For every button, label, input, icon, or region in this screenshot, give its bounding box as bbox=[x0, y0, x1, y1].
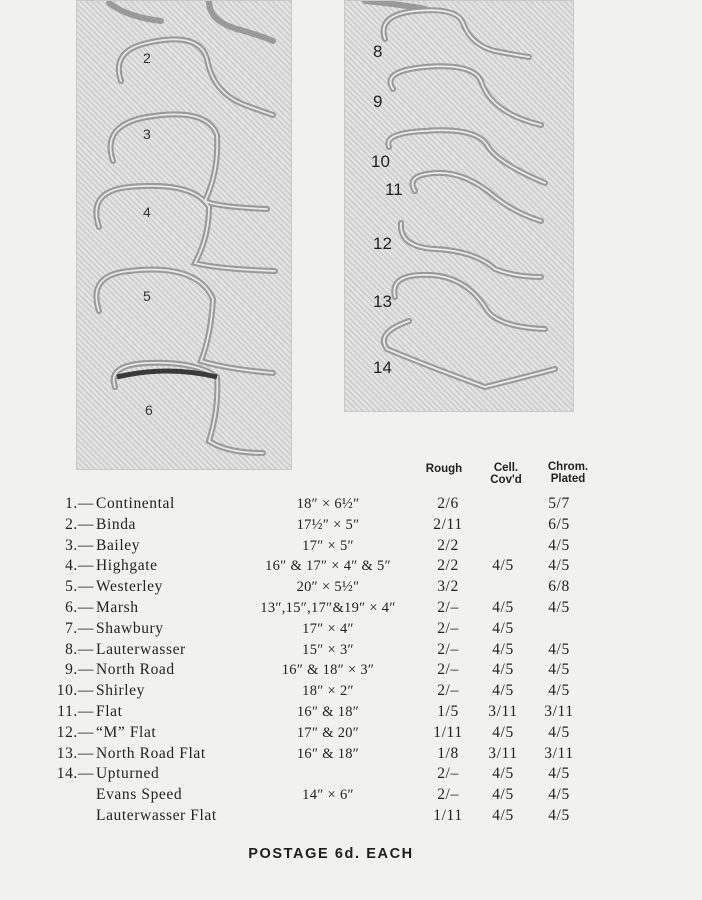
cell-cell: 4/5 bbox=[492, 765, 514, 783]
cell-chrom: 4/5 bbox=[548, 723, 570, 741]
bar-number: 13 bbox=[373, 292, 392, 311]
cell-rough: 3/2 bbox=[437, 578, 459, 596]
cell-no: 10.— bbox=[56, 682, 94, 700]
bar-number: 14 bbox=[373, 358, 392, 377]
cell-cell: 4/5 bbox=[492, 723, 514, 741]
cell-cell: 4/5 bbox=[492, 807, 514, 824]
cell-size: 16″ & 18″ × 3″ bbox=[281, 662, 375, 679]
cell-size: 16″ & 17″ × 4″ & 5″ bbox=[265, 558, 391, 575]
cell-rough: 1/5 bbox=[437, 703, 459, 720]
cell-size: 17½″ × 5″ bbox=[296, 516, 360, 533]
cell-rough: 2/– bbox=[437, 661, 459, 679]
cell-chrom: 4/5 bbox=[548, 807, 570, 824]
cell-chrom: 4/5 bbox=[548, 765, 570, 783]
cell-rough: 1/11 bbox=[433, 807, 463, 824]
cell-name: Continental bbox=[96, 495, 175, 512]
bar-number: 2 bbox=[143, 50, 151, 66]
cell-no: 4.— bbox=[65, 557, 94, 575]
cell-rough: 2/– bbox=[437, 682, 459, 700]
cell-name: Highgate bbox=[96, 557, 158, 575]
cell-size: 16″ & 18″ bbox=[296, 704, 360, 720]
cell-size: 17″ & 20″ bbox=[296, 724, 360, 741]
postage-note: POSTAGE 6d. EACH bbox=[248, 846, 414, 862]
cell-size: 20″ × 5½″ bbox=[296, 579, 360, 596]
cell-rough: 2/6 bbox=[437, 495, 459, 512]
handlebars-1-6-illustration bbox=[77, 1, 291, 469]
cell-rough: 2/– bbox=[437, 786, 459, 804]
cell-no: 14.— bbox=[56, 765, 94, 783]
cell-rough: 2/– bbox=[437, 619, 459, 637]
cell-size: 17″ × 4″ bbox=[302, 620, 354, 637]
cell-no: 9.— bbox=[65, 661, 94, 679]
cell-name: Lauterwasser Flat bbox=[96, 807, 217, 824]
bar-number: 10 bbox=[371, 152, 390, 171]
bar-number: 6 bbox=[145, 402, 153, 418]
cell-cell: 4/5 bbox=[492, 599, 514, 616]
cell-cell: 4/5 bbox=[492, 661, 514, 679]
cell-chrom: 4/5 bbox=[548, 599, 570, 616]
cell-cell: 4/5 bbox=[492, 619, 514, 637]
cell-name: “M” Flat bbox=[96, 723, 157, 741]
cell-no: 5.— bbox=[65, 578, 94, 596]
cell-rough: 2/2 bbox=[437, 557, 459, 575]
cell-cell: 4/5 bbox=[492, 557, 514, 575]
cell-rough: 2/– bbox=[437, 599, 459, 616]
cell-name: Lauterwasser bbox=[96, 640, 186, 658]
cell-no: 3.— bbox=[65, 536, 94, 554]
cell-no: 8.— bbox=[65, 640, 94, 658]
cell-chrom: 4/5 bbox=[548, 661, 570, 679]
cell-size: 13″,15″,17″&19″ × 4″ bbox=[260, 600, 396, 616]
cell-name: Binda bbox=[96, 515, 137, 533]
cell-chrom: 6/5 bbox=[548, 515, 570, 533]
header-rough: Rough bbox=[425, 463, 463, 475]
bar-number: 3 bbox=[143, 126, 151, 142]
cell-size: 18″ × 6½″ bbox=[296, 496, 360, 512]
cell-name: Shirley bbox=[96, 682, 145, 700]
cell-chrom: 6/8 bbox=[548, 578, 570, 596]
cell-name: Marsh bbox=[96, 599, 139, 616]
cell-chrom: 3/11 bbox=[544, 744, 574, 762]
cell-chrom: 4/5 bbox=[548, 557, 570, 575]
cell-rough: 1/8 bbox=[437, 744, 459, 762]
header-chrom-line1: Chrom. bbox=[547, 461, 589, 473]
cell-rough: 2/2 bbox=[437, 536, 459, 554]
header-chrome-plated bbox=[540, 461, 596, 485]
header-cell-line2: Cov'd bbox=[490, 474, 522, 486]
cell-size: 16″ & 18″ bbox=[296, 745, 360, 762]
cell-rough: 2/11 bbox=[433, 515, 463, 533]
cell-name: Evans Speed bbox=[96, 786, 183, 804]
cell-no: 12.— bbox=[56, 723, 94, 741]
cell-no: 1.— bbox=[65, 495, 94, 512]
cell-chrom: 5/7 bbox=[548, 495, 570, 512]
cell-name: North Road bbox=[96, 661, 175, 679]
cell-size: 17″ × 5″ bbox=[302, 537, 354, 554]
cell-name: Westerley bbox=[96, 578, 163, 596]
cell-cell: 4/5 bbox=[492, 786, 514, 804]
bar-number: 5 bbox=[143, 288, 151, 304]
cell-no: 2.— bbox=[65, 515, 94, 533]
cell-no: 6.— bbox=[65, 599, 94, 616]
cell-chrom: 4/5 bbox=[548, 640, 570, 658]
cell-no: 7.— bbox=[65, 619, 94, 637]
cell-size: 18″ × 2″ bbox=[302, 683, 354, 700]
cell-rough: 2/– bbox=[437, 640, 459, 658]
cell-cell: 3/11 bbox=[488, 703, 518, 720]
cell-name: Bailey bbox=[96, 536, 141, 554]
header-celluloid-covered bbox=[484, 462, 528, 486]
bar-number: 8 bbox=[373, 42, 383, 61]
cell-size: 15″ × 3″ bbox=[302, 641, 354, 658]
cell-chrom: 3/11 bbox=[544, 703, 574, 720]
header-cell-line1: Cell. bbox=[493, 462, 519, 474]
handlebars-7-14-illustration bbox=[345, 1, 573, 411]
cell-name: North Road Flat bbox=[96, 744, 206, 762]
cell-no: 13.— bbox=[56, 744, 94, 762]
cell-chrom: 4/5 bbox=[548, 536, 570, 554]
cell-cell: 4/5 bbox=[492, 640, 514, 658]
handlebar-photo-left bbox=[76, 0, 292, 470]
cell-no: 11.— bbox=[57, 703, 94, 720]
cell-rough: 1/11 bbox=[433, 723, 463, 741]
cell-name: Shawbury bbox=[96, 619, 164, 637]
cell-cell: 4/5 bbox=[492, 682, 514, 700]
cell-chrom: 4/5 bbox=[548, 682, 570, 700]
header-chrom-line2: Plated bbox=[550, 473, 586, 485]
cell-name: Flat bbox=[96, 703, 123, 720]
cell-cell: 3/11 bbox=[488, 744, 518, 762]
bar-number: 4 bbox=[143, 204, 151, 220]
cell-rough: 2/– bbox=[437, 765, 459, 783]
cell-name: Upturned bbox=[96, 765, 160, 783]
cell-size: 14″ × 6″ bbox=[302, 787, 354, 804]
bar-number: 11 bbox=[385, 180, 403, 199]
bar-number: 12 bbox=[373, 234, 392, 253]
bar-number: 9 bbox=[373, 92, 383, 111]
handlebar-photo-right bbox=[344, 0, 574, 412]
cell-chrom: 4/5 bbox=[548, 786, 570, 804]
